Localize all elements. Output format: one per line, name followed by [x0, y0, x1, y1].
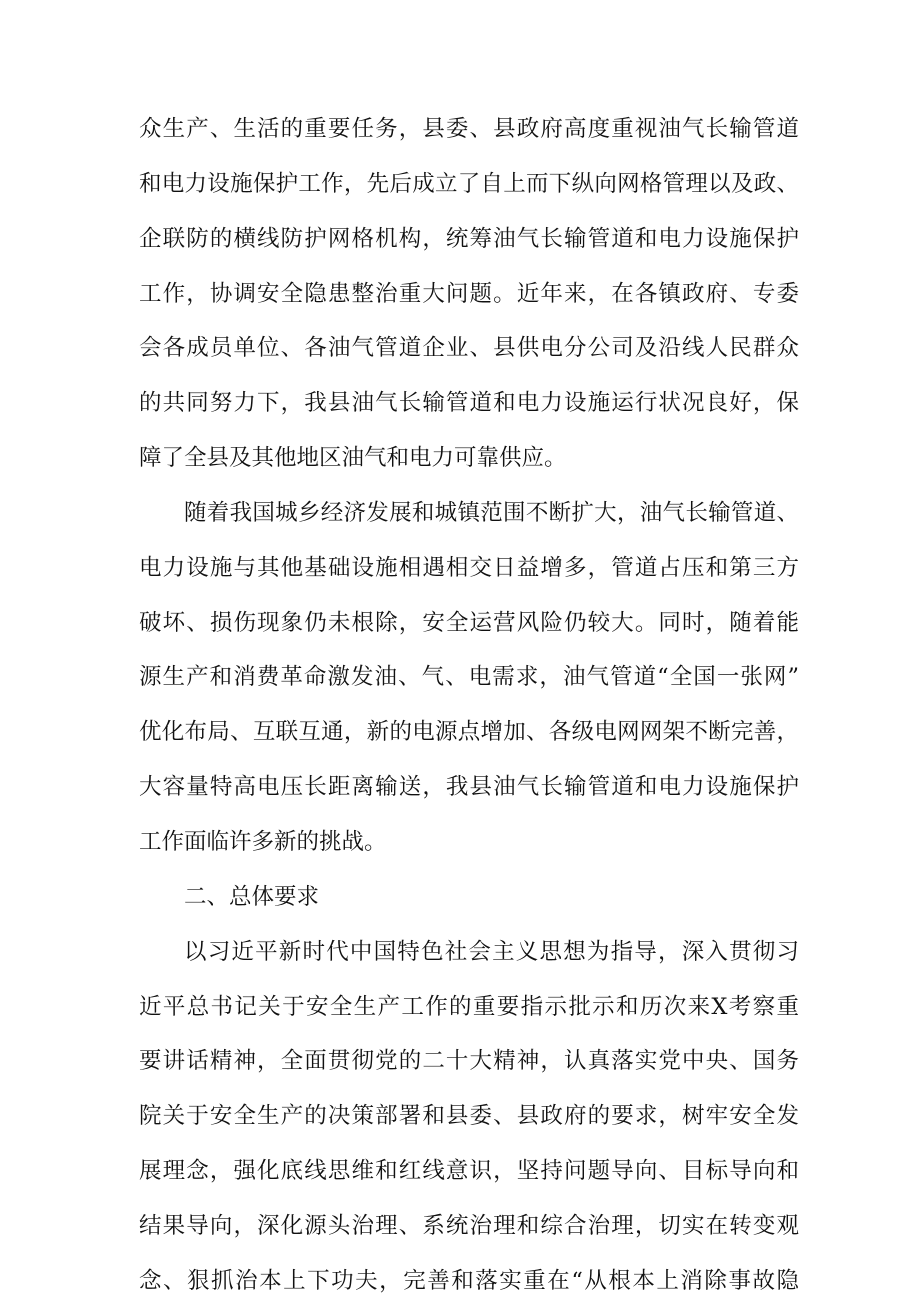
text-line: 电力设施与其他基础设施相遇相交日益增多，管道占压和第三方	[139, 554, 799, 581]
text-line: 的共同努力下，我县油气长输管道和电力设施运行状况良好，保	[139, 390, 799, 417]
paragraph-last-line: 工作面临许多新的挑战。	[139, 828, 387, 855]
text-line: 企联防的横线防护网格机构，统筹油气长输管道和电力设施保护	[139, 225, 799, 252]
text-line: 工作，协调安全隐患整治重大问题。近年来，在各镇政府、专委	[139, 280, 799, 307]
text-line: 破坏、损伤现象仍未根除，安全运营风险仍较大。同时，随着能	[139, 609, 799, 636]
text-line: 和电力设施保护工作，先后成立了自上而下纵向网格管理以及政、	[139, 170, 799, 197]
text-line: 优化布局、互联互通，新的电源点增加、各级电网网架不断完善，	[139, 719, 799, 746]
paragraph-last-line: 障了全县及其他地区油气和电力可靠供应。	[139, 445, 567, 472]
text-line: 结果导向，深化源头治理、系统治理和综合治理，切实在转变观	[139, 1212, 799, 1239]
text-line: 近平总书记关于安全生产工作的重要指示批示和历次来X考察重	[139, 993, 799, 1020]
text-line: 院关于安全生产的决策部署和县委、县政府的要求，树牢安全发	[139, 1103, 799, 1130]
text-line: 要讲话精神，全面贯彻党的二十大精神，认真落实党中央、国务	[139, 1048, 799, 1075]
section-heading: 二、总体要求	[184, 883, 320, 910]
text-line: 众生产、生活的重要任务，县委、县政府高度重视油气长输管道	[139, 116, 799, 142]
body-text	[139, 102, 799, 1309]
text-line: 念、狠抓治本上下功夫，完善和落实重在“从根本上消除事故隐	[139, 1267, 799, 1294]
text-line: 大容量特高电压长距离输送，我县油气长输管道和电力设施保护	[139, 774, 799, 801]
paragraph-first-line: 以习近平新时代中国特色社会主义思想为指导，深入贯彻习	[184, 938, 799, 965]
text-line: 展理念，强化底线思维和红线意识，坚持问题导向、目标导向和	[139, 1158, 799, 1185]
text-line: 源生产和消费革命激发油、气、电需求，油气管道“全国一张网”	[139, 664, 799, 691]
paragraph-first-line: 随着我国城乡经济发展和城镇范围不断扩大，油气长输管道、	[184, 499, 799, 526]
text-line: 会各成员单位、各油气管道企业、县供电分公司及沿线人民群众	[139, 335, 799, 362]
